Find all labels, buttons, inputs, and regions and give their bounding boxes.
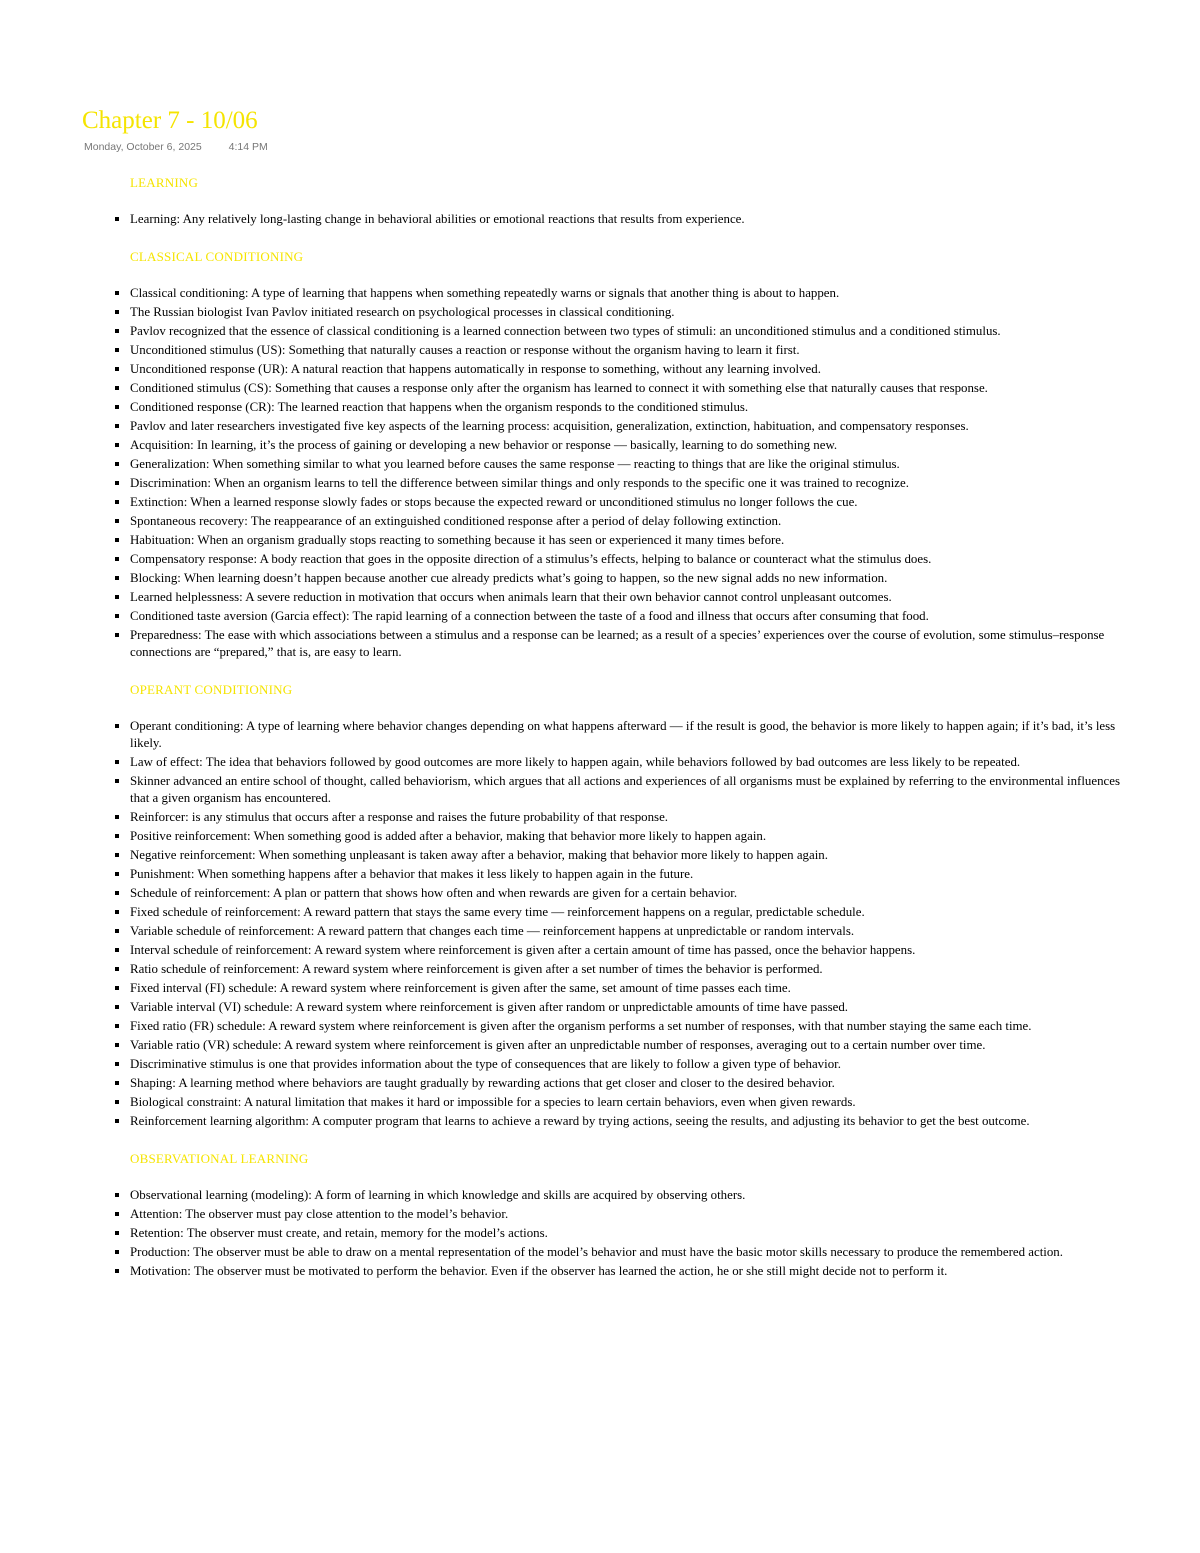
list-item: Learned helplessness: A severe reduction in motivation that occurs when animals learn that their own behavior cannot control unpleasant outcomes. bbox=[112, 589, 1122, 606]
page-date: Monday, October 6, 2025 bbox=[84, 141, 202, 153]
page-title: Chapter 7 - 10/06 bbox=[82, 107, 258, 134]
list-item: Production: The observer must be able to draw on a mental representation of the model’s behavior and must have the basic motor skills necessary to produce the remembered action. bbox=[112, 1244, 1122, 1261]
list-item: Negative reinforcement: When something unpleasant is taken away after a behavior, making that behavior more likely to happen again. bbox=[112, 847, 1122, 864]
list-item: Reinforcement learning algorithm: A computer program that learns to achieve a reward by trying actions, seeing the results, and adjusting its behavior to get the best outcome. bbox=[112, 1113, 1122, 1130]
list-item: Shaping: A learning method where behaviors are taught gradually by rewarding actions that get closer and closer to the desired behavior. bbox=[112, 1075, 1122, 1092]
list-item: Fixed ratio (FR) schedule: A reward system where reinforcement is given after the organism performs a set number of responses, with that number staying the same each time. bbox=[112, 1018, 1122, 1035]
list-item: Learning: Any relatively long-lasting change in behavioral abilities or emotional reactions that results from experience. bbox=[112, 211, 1122, 228]
list-item: Spontaneous recovery: The reappearance of an extinguished conditioned response after a period of delay following extinction. bbox=[112, 513, 1122, 530]
list-item: Retention: The observer must create, and retain, memory for the model’s actions. bbox=[112, 1225, 1122, 1242]
list-item: Reinforcer: is any stimulus that occurs after a response and raises the future probability of that response. bbox=[112, 809, 1122, 826]
page-time: 4:14 PM bbox=[228, 141, 268, 153]
section-list-operant-conditioning bbox=[112, 718, 1122, 1130]
list-item: Discrimination: When an organism learns to tell the difference between similar things and only responds to the specific one it was trained to recognize. bbox=[112, 475, 1122, 492]
list-item: Habituation: When an organism gradually stops reacting to something because it has seen or experienced it many times before. bbox=[112, 532, 1122, 549]
list-item: Compensatory response: A body reaction that goes in the opposite direction of a stimulus’s effects, helping to balance or counteract what the stimulus does. bbox=[112, 551, 1122, 568]
list-item: Conditioned taste aversion (Garcia effect): The rapid learning of a connection between the taste of a food and illness that occurs after consuming that food. bbox=[112, 608, 1122, 625]
list-item: Variable ratio (VR) schedule: A reward system where reinforcement is given after an unpredictable number of responses, averaging out to a certain number over time. bbox=[112, 1037, 1122, 1054]
list-item: Attention: The observer must pay close attention to the model’s behavior. bbox=[112, 1206, 1122, 1223]
list-item: Biological constraint: A natural limitation that makes it hard or impossible for a species to learn certain behaviors, even when given rewards. bbox=[112, 1094, 1122, 1111]
list-item: Fixed interval (FI) schedule: A reward system where reinforcement is given after the same, set amount of time passes each time. bbox=[112, 980, 1122, 997]
list-item: Operant conditioning: A type of learning where behavior changes depending on what happens afterward — if the result is good, the behavior is more likely to happen again; if it’s bad, it’s less likely. bbox=[112, 718, 1122, 752]
list-item: Acquisition: In learning, it’s the process of gaining or developing a new behavior or response — basically, learning to do something new. bbox=[112, 437, 1122, 454]
list-item: Observational learning (modeling): A form of learning in which knowledge and skills are acquired by observing others. bbox=[112, 1187, 1122, 1204]
list-item: Blocking: When learning doesn’t happen because another cue already predicts what’s going to happen, so the new signal adds no new information. bbox=[112, 570, 1122, 587]
list-item: Motivation: The observer must be motivated to perform the behavior. Even if the observer has learned the action, he or she still might decide not to perform it. bbox=[112, 1263, 1122, 1280]
list-item: Variable schedule of reinforcement: A reward pattern that changes each time — reinforcement happens at unpredictable or random intervals. bbox=[112, 923, 1122, 940]
list-item: Fixed schedule of reinforcement: A reward pattern that stays the same every time — reinforcement happens on a regular, predictable schedule. bbox=[112, 904, 1122, 921]
list-item: Positive reinforcement: When something good is added after a behavior, making that behavior more likely to happen again. bbox=[112, 828, 1122, 845]
section-heading-observational-learning: OBSERVATIONAL LEARNING bbox=[130, 1151, 309, 1166]
list-item: Classical conditioning: A type of learning that happens when something repeatedly warns or signals that another thing is about to happen. bbox=[112, 285, 1122, 302]
list-item: Variable interval (VI) schedule: A reward system where reinforcement is given after random or unpredictable amounts of time have passed. bbox=[112, 999, 1122, 1016]
list-item: Extinction: When a learned response slowly fades or stops because the expected reward or unconditioned stimulus no longer follows the cue. bbox=[112, 494, 1122, 511]
list-item: Discriminative stimulus is one that provides information about the type of consequences that are likely to follow a given type of behavior. bbox=[112, 1056, 1122, 1073]
list-item: Schedule of reinforcement: A plan or pattern that shows how often and when rewards are given for a certain behavior. bbox=[112, 885, 1122, 902]
section-list-classical-conditioning bbox=[112, 285, 1122, 661]
list-item: The Russian biologist Ivan Pavlov initiated research on psychological processes in classical conditioning. bbox=[112, 304, 1122, 321]
list-item: Punishment: When something happens after a behavior that makes it less likely to happen again in the future. bbox=[112, 866, 1122, 883]
note-content bbox=[112, 174, 1122, 1282]
section-heading-learning: LEARNING bbox=[130, 175, 199, 190]
section-heading-classical-conditioning: CLASSICAL CONDITIONING bbox=[130, 249, 304, 264]
list-item: Conditioned response (CR): The learned reaction that happens when the organism responds to the conditioned stimulus. bbox=[112, 399, 1122, 416]
list-item: Unconditioned stimulus (US): Something that naturally causes a reaction or response without the organism having to learn it first. bbox=[112, 342, 1122, 359]
list-item: Ratio schedule of reinforcement: A reward system where reinforcement is given after a set number of times the behavior is performed. bbox=[112, 961, 1122, 978]
section-list-learning bbox=[112, 211, 1122, 228]
section-heading-operant-conditioning: OPERANT CONDITIONING bbox=[130, 682, 293, 697]
list-item: Generalization: When something similar to what you learned before causes the same response — reacting to things that are like the original stimulus. bbox=[112, 456, 1122, 473]
list-item: Law of effect: The idea that behaviors followed by good outcomes are more likely to happen again, while behaviors followed by bad outcomes are less likely to be repeated. bbox=[112, 754, 1122, 771]
list-item: Unconditioned response (UR): A natural reaction that happens automatically in response to something, without any learning involved. bbox=[112, 361, 1122, 378]
list-item: Preparedness: The ease with which associations between a stimulus and a response can be learned; as a result of a species’ experiences over the course of evolution, some stimulus–response connections are “prepared,” that is, are easy to learn. bbox=[112, 627, 1122, 661]
list-item: Interval schedule of reinforcement: A reward system where reinforcement is given after a certain amount of time has passed, once the behavior happens. bbox=[112, 942, 1122, 959]
page-meta bbox=[84, 141, 268, 153]
list-item: Conditioned stimulus (CS): Something that causes a response only after the organism has learned to connect it with something else that naturally causes that response. bbox=[112, 380, 1122, 397]
list-item: Skinner advanced an entire school of thought, called behaviorism, which argues that all actions and experiences of all organisms must be explained by referring to the environmental influences that a given organism has encountered. bbox=[112, 773, 1122, 807]
list-item: Pavlov recognized that the essence of classical conditioning is a learned connection between two types of stimuli: an unconditioned stimulus and a conditioned stimulus. bbox=[112, 323, 1122, 340]
list-item: Pavlov and later researchers investigated five key aspects of the learning process: acquisition, generalization, extinction, habituation, and compensatory responses. bbox=[112, 418, 1122, 435]
section-list-observational-learning bbox=[112, 1187, 1122, 1280]
